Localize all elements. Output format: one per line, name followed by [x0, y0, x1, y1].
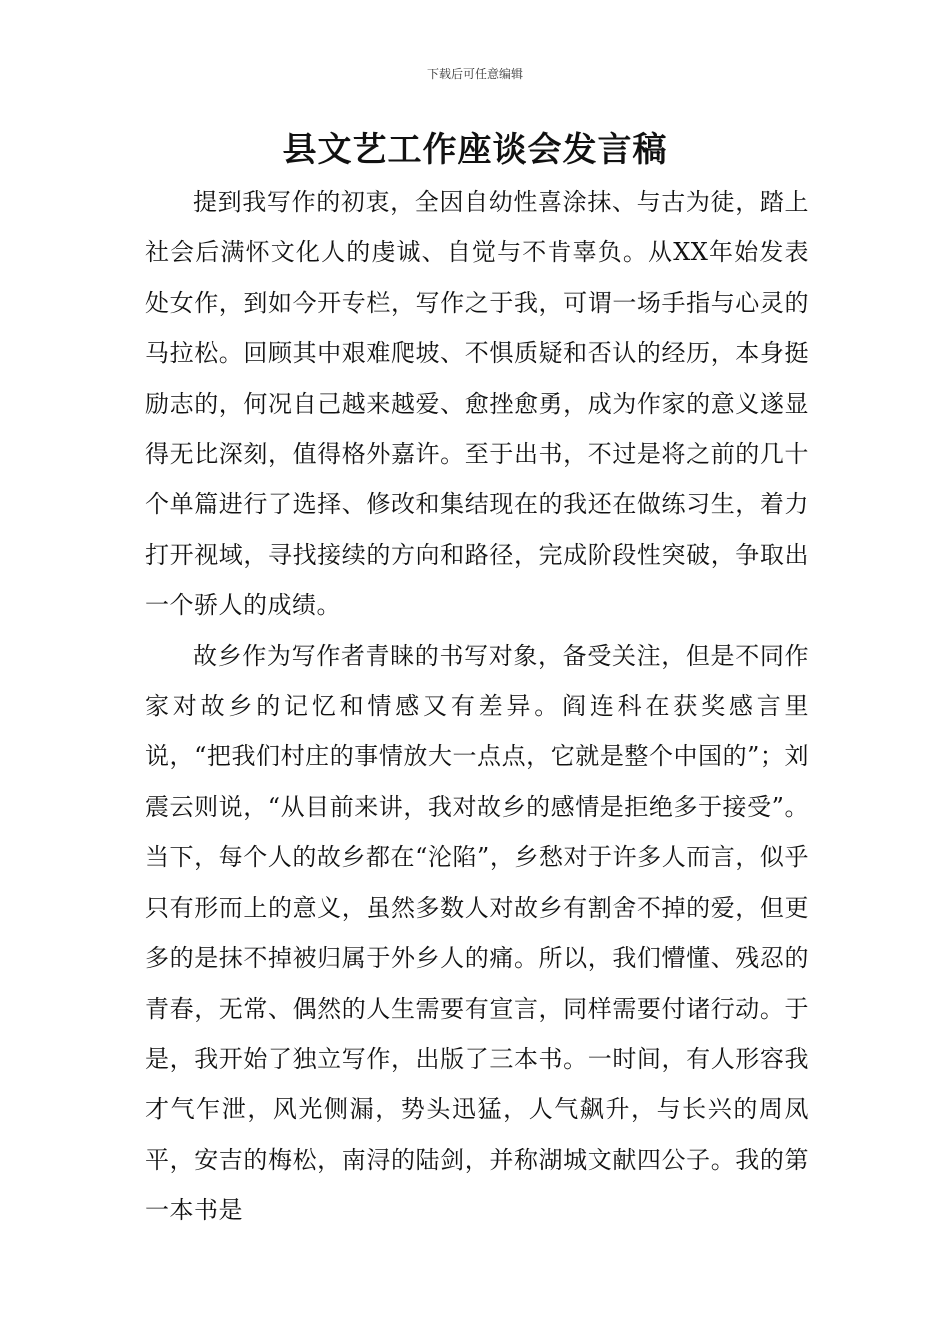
paragraph-1: 提到我写作的初衷，全因自幼性喜涂抹、与古为徒，踏上社会后满怀文化人的虔诚、自觉与不肯辜负。从XX年始发表处女作，到如今开专栏，写作之于我，可谓一场手指与心灵的马拉松。回顾其中艰难爬坡、不惧质疑和否认的经历，本身挺励志的，何况自己越来越爱、愈挫愈勇，成为作家的意义遂显得无比深刻，值得格外嘉许。至于出书，不过是将之前的几十个单篇进行了选择、修改和集结现在的我还在做练习生，着力打开视域，寻找接续的方向和路径，完成阶段性突破，争取出一个骄人的成绩。	[145, 188, 809, 620]
header-note: 下载后可任意编辑	[426, 67, 523, 81]
paragraph-2: 故乡作为写作者青睐的书写对象，备受关注，但是不同作家对故乡的记忆和情感又有差异。阎连科在获奖感言里说，“把我们村庄的事情放大一点点，它就是整个中国的”；刘震云则说，“从目前来讲，我对故乡的感情是拒绝多于接受”。当下，每个人的故乡都在“沦陷”，乡愁对于许多人而言，似乎只有形而上的意义，虽然多数人对故乡有割舍不掉的爱，但更多的是抹不掉被归属于外乡人的痛。所以，我们懵懂、残忍的青春，无常、偶然的人生需要有宣言，同样需要付诸行动。于是，我开始了独立写作，出版了三本书。一时间，有人形容我才气乍泄，风光侧漏，势头迅猛，人气飙升，与长兴的周凤平，安吉的梅松，南浔的陆剑，并称湖城文献四公子。我的第一本书是	[145, 641, 809, 1225]
document-body	[145, 177, 809, 1236]
document-title: 县文艺工作座谈会发言稿	[282, 130, 668, 170]
